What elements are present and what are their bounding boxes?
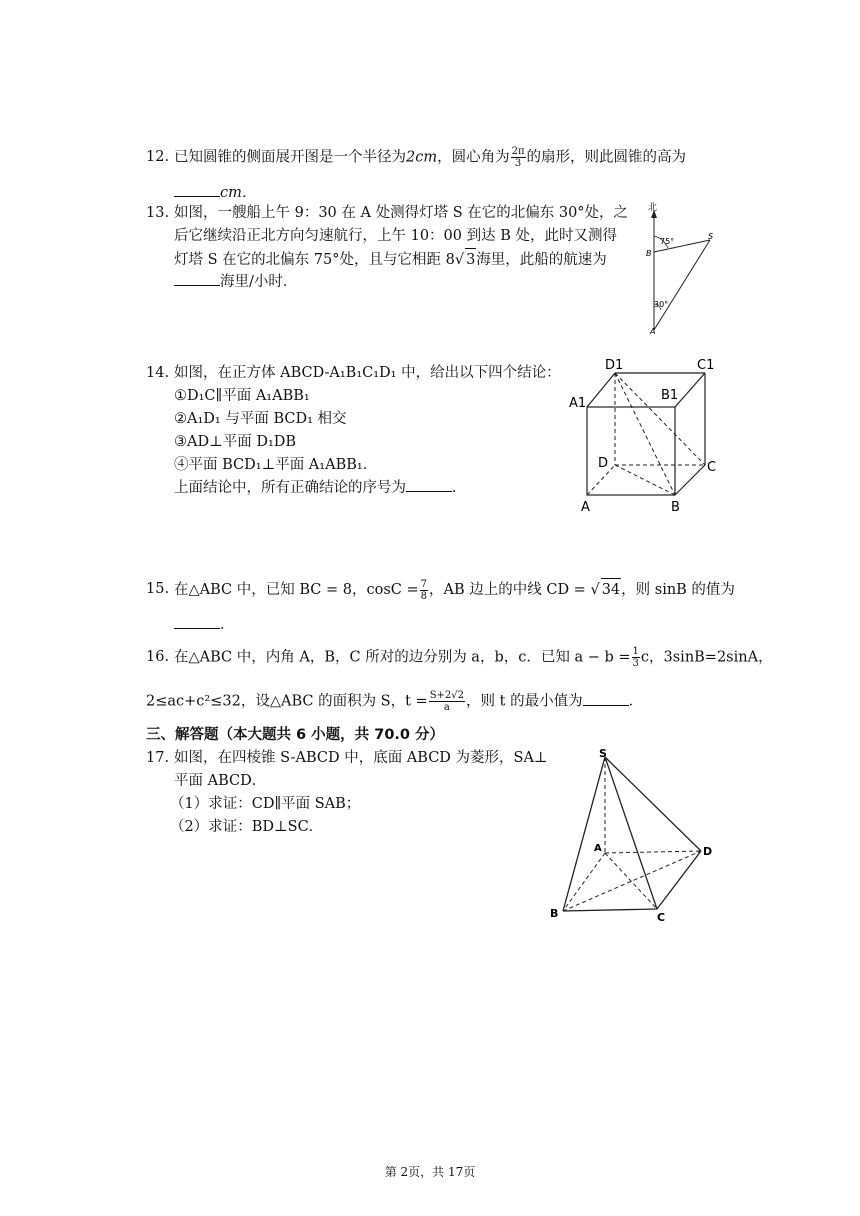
q12-radius: 2	[406, 149, 416, 166]
pyramid-label-b: B	[550, 907, 559, 920]
question-number: 17.	[146, 750, 170, 766]
fig-label-b: B	[646, 249, 652, 258]
q12-text-b: ，圆心角为	[437, 149, 510, 166]
pyramid-label-s: S	[599, 747, 607, 760]
pyramid-label-d: D	[703, 845, 713, 858]
question-number: 15.	[146, 581, 170, 597]
q14-conclusion-4: ④平面 BCD₁⊥平面 A₁ABB₁．	[174, 457, 378, 473]
answer-blank	[406, 477, 452, 492]
fig-label-a: A	[650, 327, 656, 336]
q15-cos-fraction: $\frac{7}{8}$	[420, 578, 427, 602]
q13-navigation-figure	[630, 200, 720, 336]
cube-label-a: A	[581, 500, 590, 515]
question-number: 16.	[146, 649, 170, 665]
q16-line2a: 2≤ac+c²≤32，设△ABC 的面积为 S，t =	[146, 693, 428, 710]
q14-conclusion-2: ②A₁D₁ 与平面 BCD₁ 相交	[174, 411, 347, 427]
q17-part-2: （2）求证：BD⊥SC．	[170, 819, 324, 835]
q12-text-a: 已知圆锥的侧面展开图是一个半径为	[174, 149, 406, 166]
question-number: 12.	[146, 149, 170, 165]
answer-blank	[174, 182, 220, 197]
cube-label-c1: C1	[697, 358, 715, 373]
answer-blank	[583, 691, 629, 706]
q17-pyramid-figure	[545, 745, 720, 925]
q14-cube-figure	[565, 355, 725, 515]
q16-t-fraction: $\frac{S+2√2}{a}$	[429, 690, 465, 713]
answer-blank	[174, 271, 220, 286]
fig-label-s: S	[708, 232, 714, 241]
q14-conclusion-1: ①D₁C∥平面 A₁ABB₁	[174, 388, 310, 404]
q13-distance: 8√ 3	[446, 252, 477, 268]
q17-part-1: （1）求证：CD∥平面 SAB；	[170, 796, 361, 812]
q13-line3b: 海里，此船的航速为	[476, 252, 607, 268]
q15-text-c: ，则 sinB 的值为	[621, 582, 735, 598]
q17-line2: 平面 ABCD．	[174, 773, 267, 789]
answer-blank	[174, 614, 220, 629]
cube-label-b: B	[671, 500, 680, 515]
cube-label-c: C	[707, 460, 717, 475]
q16-line2b: ，则 t 的最小值为	[466, 693, 583, 710]
pyramid-label-c: C	[657, 911, 666, 924]
question-number: 13.	[146, 205, 170, 221]
fig-label-north: 北	[648, 203, 658, 213]
q12-unit: cm	[415, 149, 438, 166]
cube-label-d1: D1	[605, 358, 624, 373]
q13-line1: 如图，一艘船上午 9：30 在 A 处测得灯塔 S 在它的北偏东 30°处，之	[174, 205, 629, 221]
q13-line2: 后它继续沿正北方向匀速航行，上午 10：00 到达 B 处，此时又测得	[174, 228, 617, 244]
q14-last-line: 上面结论中，所有正确结论的序号为	[174, 480, 406, 496]
q12-line2: cm．	[220, 185, 257, 201]
cube-label-a1: A1	[569, 396, 587, 411]
question-number: 14.	[146, 365, 170, 381]
section-heading: 三、解答题（本大题共 6 小题，共 70.0 分）	[146, 727, 445, 743]
q16-text-a: 在△ABC 中，内角 A，B，C 所对的边分别为 a，b，c．已知 a − b =	[174, 649, 631, 666]
q16-text-b: c，3sinB=2sinA，	[640, 649, 773, 666]
cube-label-d: D	[598, 456, 609, 471]
q16-line2c: ．	[628, 693, 644, 710]
q15-cd-value: √ 34	[590, 582, 621, 598]
cube-label-b1: B1	[661, 388, 679, 403]
q15-line2: ．	[220, 617, 235, 633]
q13-line4: 海里/小时．	[220, 274, 298, 290]
q17-line1: 如图，在四棱锥 S-ABCD 中，底面 ABCD 为菱形，SA⊥	[174, 750, 548, 766]
q12-angle-fraction: $\frac{2\pi}{3}$	[511, 146, 525, 169]
q16-fraction: $\frac{1}{3}$	[632, 646, 639, 669]
page-footer: 第 2页，共 17页	[384, 1165, 476, 1179]
q15-text-b: ，AB 边上的中线 CD =	[429, 582, 586, 598]
q15-text-a: 在△ABC 中，已知 BC = 8，cosC =	[174, 582, 419, 598]
q12-text-c: 的扇形，则此圆锥的高为	[526, 149, 687, 166]
q14-line1: 如图，在正方体 ABCD-A₁B₁C₁D₁ 中，给出以下四个结论：	[174, 365, 561, 381]
pyramid-label-a: A	[594, 843, 602, 854]
q13-line3a: 灯塔 S 在它的北偏东 75°处，且与它相距	[174, 252, 441, 268]
fig-label-angle-75: 75°	[660, 237, 675, 246]
q14-conclusion-3: ③AD⊥平面 D₁DB	[174, 434, 297, 450]
fig-label-angle-30: 30°	[654, 300, 669, 309]
